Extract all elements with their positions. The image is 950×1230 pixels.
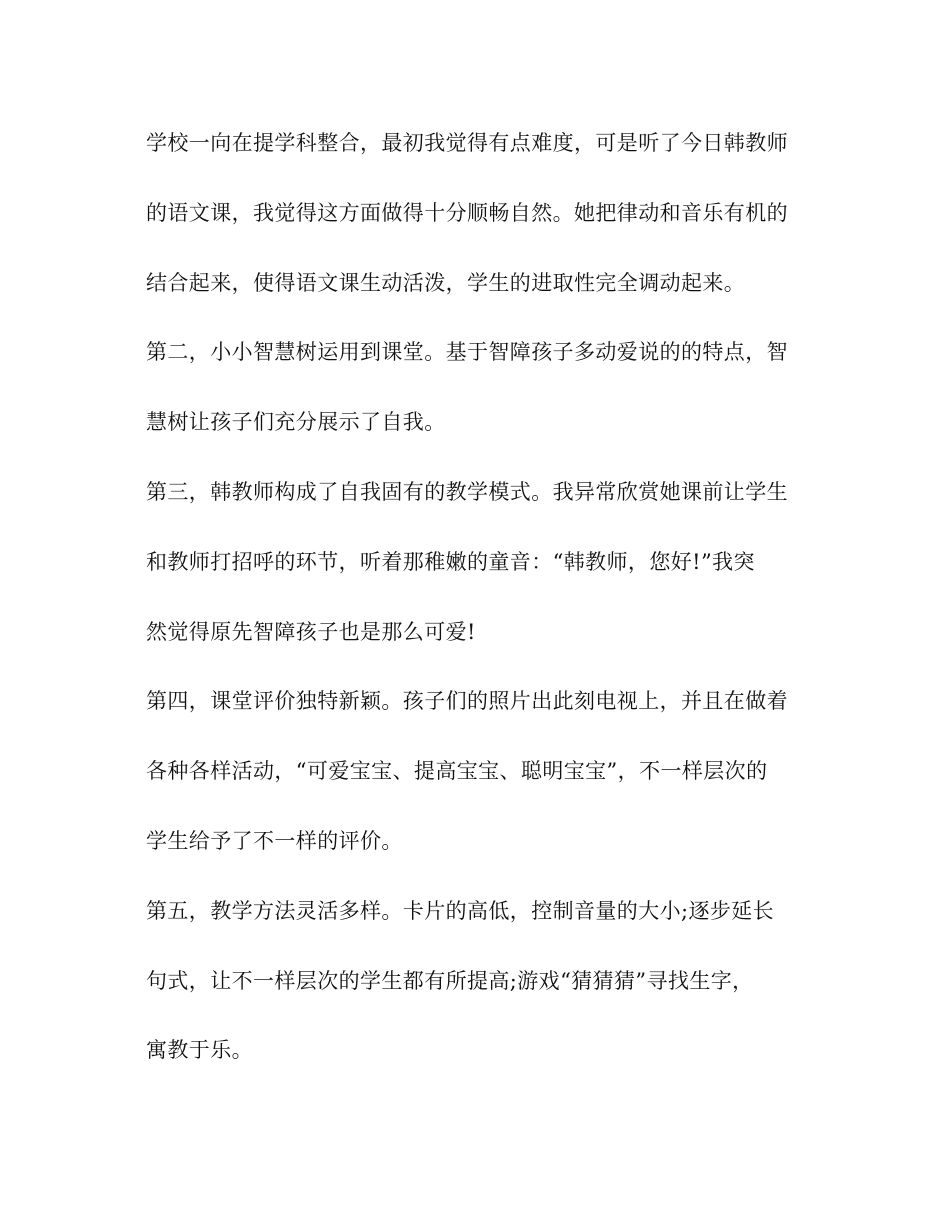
text-line: 结合起来，使得语文课生动活泼，学生的进取性完全调动起来。 bbox=[146, 270, 746, 295]
text-line: 学生给予了不一样的评价。 bbox=[146, 828, 403, 853]
text-line: 第二，小小智慧树运用到课堂。基于智障孩子多动爱说的的特点，智 bbox=[146, 340, 788, 365]
text-line: 寓教于乐。 bbox=[146, 1038, 253, 1063]
text-line: 第三，韩教师构成了自我固有的教学模式。我异常欣赏她课前让学生 bbox=[146, 479, 788, 504]
text-line: 和教师打招呼的环节，听着那稚嫩的童音：“韩教师，您好!”我突 bbox=[146, 549, 755, 574]
text-line: 第四，课堂评价独特新颖。孩子们的照片出此刻电视上，并且在做着 bbox=[146, 689, 788, 714]
text-line: 各种各样活动，“可爱宝宝、提高宝宝、聪明宝宝”，不一样层次的 bbox=[146, 759, 768, 784]
text-line: 学校一向在提学科整合，最初我觉得有点难度，可是听了今日韩教师 bbox=[146, 131, 788, 155]
document-body bbox=[146, 117, 806, 1094]
text-line: 慧树让孩子们充分展示了自我。 bbox=[146, 410, 446, 435]
text-line: 第五，教学方法灵活多样。卡片的高低，控制音量的大小;逐步延长 bbox=[146, 898, 775, 923]
text-line: 句式，让不一样层次的学生都有所提高;游戏“猜猜猜”寻找生字， bbox=[146, 968, 754, 993]
text-line: 然觉得原先智障孩子也是那么可爱! bbox=[146, 619, 476, 644]
text-line: 的语文课，我觉得这方面做得十分顺畅自然。她把律动和音乐有机的 bbox=[146, 200, 788, 225]
